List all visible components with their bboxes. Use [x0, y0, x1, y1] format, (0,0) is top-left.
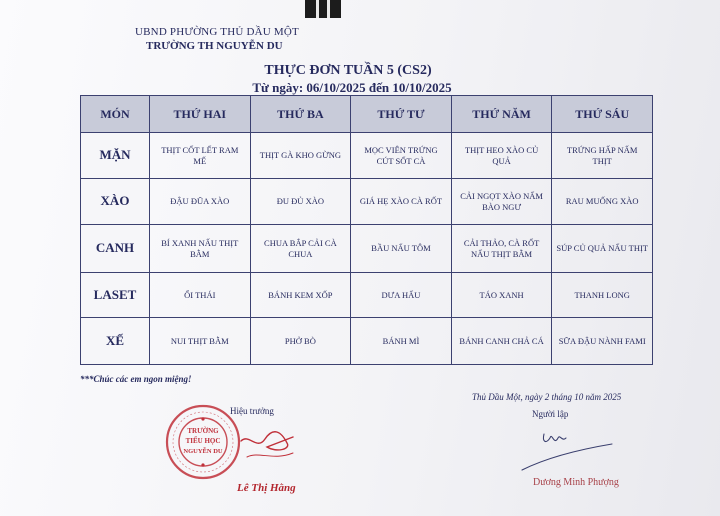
column-header: THỨ HAI [150, 96, 251, 133]
table-cell: BẦU NẤU TÔM [351, 225, 452, 273]
table-cell: SÚP CỦ QUẢ NẤU THỊT [552, 225, 653, 273]
row-label: MẶN [81, 133, 150, 179]
table-cell: SỮA ĐẬU NÀNH FAMI [552, 318, 653, 365]
table-cell: ĐU ĐỦ XÀO [250, 179, 351, 225]
table-cell: CẢI NGỌT XÀO NẤM BÀO NGƯ [451, 179, 552, 225]
table-cell: THỊT GÀ KHO GỪNG [250, 133, 351, 179]
table-cell: TRỨNG HẤP NẤM THỊT [552, 133, 653, 179]
table-cell: THỊT CỐT LẾT RAM MẾ [150, 133, 251, 179]
table-cell: BÁNH KEM XỐP [250, 273, 351, 318]
table-cell: THANH LONG [552, 273, 653, 318]
table-cell: GIÁ HẸ XÀO CÀ RỐT [351, 179, 452, 225]
table-cell: BÁNH MÌ [351, 318, 452, 365]
column-header: THỨ SÁU [552, 96, 653, 133]
table-cell: MỌC VIÊN TRỨNG CÚT SỐT CÀ [351, 133, 452, 179]
table-cell: THỊT HEO XÀO CỦ QUẢ [451, 133, 552, 179]
header-org: UBND PHƯỜNG THỦ DẦU MỘT [135, 26, 299, 38]
table-row [81, 225, 653, 273]
table-cell: NUI THỊT BẰM [150, 318, 251, 365]
column-header: MÓN [81, 96, 150, 133]
table-cell: RAU MUỐNG XÀO [552, 179, 653, 225]
svg-text:TRƯỜNG: TRƯỜNG [187, 427, 219, 435]
school-stamp-icon [164, 403, 242, 481]
table-cell: BÁNH CANH CHẢ CÁ [451, 318, 552, 365]
table-cell: CẢI THẢO, CÀ RỐT NẤU THỊT BẰM [451, 225, 552, 273]
principal-signature-icon [237, 427, 297, 467]
table-cell: ĐẬU ĐŨA XÀO [150, 179, 251, 225]
column-header: THỨ NĂM [451, 96, 552, 133]
svg-text:TIỂU HỌC: TIỂU HỌC [185, 437, 221, 445]
table-cell: ỔI THÁI [150, 273, 251, 318]
principal-name: Lê Thị Hằng [237, 482, 296, 494]
preparer-name: Dương Minh Phượng [533, 477, 619, 488]
table-cell: DƯA HẤU [351, 273, 452, 318]
binder-clip [305, 0, 341, 18]
footer-note: ***Chúc các em ngon miệng! [80, 374, 192, 384]
menu-title: THỰC ĐƠN TUẦN 5 (CS2) [264, 63, 432, 78]
principal-label: Hiệu trưởng [230, 406, 274, 416]
header-school: TRƯỜNG TH NGUYỄN DU [146, 40, 283, 52]
row-label: LASET [81, 273, 150, 318]
sign-date: Thủ Dầu Một, ngày 2 tháng 10 năm 2025 [472, 392, 622, 402]
preparer-signature-icon [516, 420, 616, 475]
column-header: THỨ TƯ [351, 96, 452, 133]
table-row [81, 273, 653, 318]
table-row [81, 179, 653, 225]
table-row [81, 318, 653, 365]
table-header-row [81, 96, 653, 133]
column-header: THỨ BA [250, 96, 351, 133]
table-cell: BÍ XANH NẤU THỊT BẰM [150, 225, 251, 273]
row-label: XẾ [81, 318, 150, 365]
table-row [81, 133, 653, 179]
svg-text:NGUYỄN DU: NGUYỄN DU [183, 448, 223, 455]
date-range: Từ ngày: 06/10/2025 đến 10/10/2025 [252, 80, 452, 95]
preparer-label: Người lập [532, 409, 569, 419]
menu-table [80, 95, 653, 365]
table-cell: CHUA BẮP CẢI CÀ CHUA [250, 225, 351, 273]
row-label: XÀO [81, 179, 150, 225]
row-label: CANH [81, 225, 150, 273]
table-cell: PHỞ BÒ [250, 318, 351, 365]
table-cell: TÁO XANH [451, 273, 552, 318]
